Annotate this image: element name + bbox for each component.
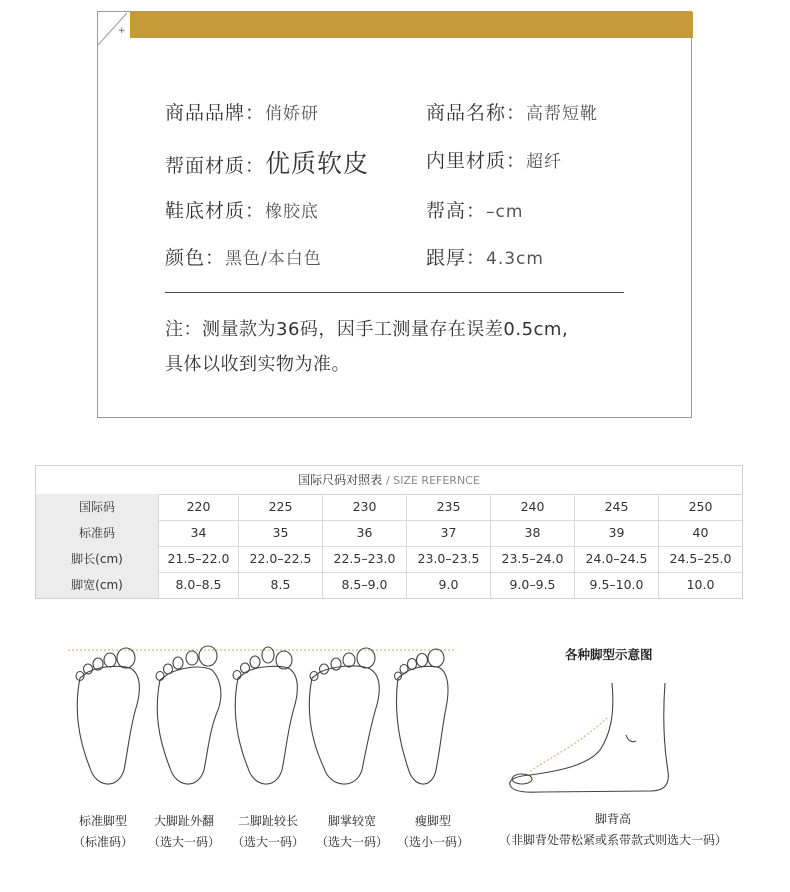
size-table-cell: 22.0–22.5: [238, 546, 322, 572]
shaft-height-value: –cm: [486, 202, 524, 222]
foot-slim-icon: [395, 649, 449, 784]
size-table-cell: 9.0–9.5: [490, 572, 574, 598]
size-table-cell: 10.0: [658, 572, 742, 598]
foot-advice: （选大一码）: [315, 835, 388, 849]
size-table-cell: 9.5–10.0: [574, 572, 658, 598]
card-divider: [165, 292, 624, 293]
sole-material-value: 橡胶底: [265, 202, 320, 222]
size-chart-table: [35, 465, 743, 599]
foot-advice: （选小一码）: [396, 835, 469, 849]
foot-wide-icon: [309, 648, 379, 784]
instep-advice: （非脚背处带松紧或系带款式则选大一码）: [498, 833, 727, 847]
size-table-cell: 35: [238, 520, 322, 546]
size-table-cell: 250: [658, 494, 742, 520]
foot-label-standard: [58, 812, 148, 850]
heel-thickness-label: 跟厚：: [426, 247, 487, 269]
upper-material-row: [165, 144, 369, 180]
high-instep-foot-icon: [500, 675, 680, 800]
size-table-cell: 8.0–8.5: [158, 572, 238, 598]
foot-label-wide: [307, 812, 397, 850]
size-table-row: [36, 572, 742, 598]
foot-long-second-toe-icon: [233, 647, 297, 784]
product-name-value: 高帮短靴: [526, 104, 599, 124]
size-table-row-header: 脚长(cm): [36, 546, 158, 572]
size-table-row-header: 国际码: [36, 494, 158, 520]
foot-name: 大脚趾外翻: [153, 814, 214, 828]
foot-label-slim: [388, 812, 478, 850]
shaft-height-row: [426, 196, 523, 223]
foot-name: 标准脚型: [78, 814, 127, 828]
size-chart-title-cn: 国际尺码对照表: [298, 473, 383, 487]
size-table-cell: 34: [158, 520, 238, 546]
brand-label: 商品品牌：: [165, 102, 266, 124]
size-table-cell: 230: [322, 494, 406, 520]
foot-advice: （选大一码）: [147, 835, 220, 849]
size-table-row: [36, 546, 742, 573]
foot-standard-icon: [76, 648, 139, 784]
heel-thickness-row: [426, 243, 544, 270]
product-name-row: [426, 98, 598, 125]
foot-name: 脚掌较宽: [327, 814, 376, 828]
foot-label-bunion: [139, 812, 229, 850]
size-table-cell: 235: [406, 494, 490, 520]
size-table-cell: 21.5–22.0: [158, 546, 238, 572]
size-chart-title-en: / SIZE REFERNCE: [386, 474, 480, 487]
foot-label-long-second-toe: [223, 812, 313, 850]
foot-bunion-icon: [156, 646, 221, 784]
color-row: [165, 243, 322, 270]
size-table-cell: 9.0: [406, 572, 490, 598]
foot-types-title: 各种脚型示意图: [565, 647, 653, 662]
instep-name: 脚背高: [594, 812, 631, 826]
size-table-row: [36, 520, 742, 547]
card-accent-band: [128, 12, 693, 38]
brand-row: [165, 98, 319, 125]
foot-name: 二脚趾较长: [237, 814, 298, 828]
upper-material-value: 优质软皮: [265, 149, 370, 178]
size-table-cell: 37: [406, 520, 490, 546]
upper-material-label: 帮面材质：: [165, 155, 266, 177]
size-table-cell: 23.5–24.0: [490, 546, 574, 572]
foot-advice: （标准码）: [72, 835, 133, 849]
size-table-cell: 220: [158, 494, 238, 520]
shaft-height-label: 帮高：: [426, 200, 487, 222]
size-table-row: [36, 494, 742, 521]
corner-plus-mark: +: [118, 26, 126, 36]
color-label: 颜色：: [165, 247, 226, 269]
lining-material-value: 超纤: [526, 152, 563, 172]
size-table-cell: 24.5–25.0: [658, 546, 742, 572]
sole-material-label: 鞋底材质：: [165, 200, 266, 222]
size-chart-title: [36, 466, 742, 495]
heel-thickness-value: 4.3cm: [486, 249, 544, 269]
size-table-cell: 245: [574, 494, 658, 520]
size-table-cell: 36: [322, 520, 406, 546]
size-table-cell: 225: [238, 494, 322, 520]
sole-material-row: [165, 196, 319, 223]
size-table-cell: 22.5–23.0: [322, 546, 406, 572]
size-table-cell: 240: [490, 494, 574, 520]
size-table-row-header: 标准码: [36, 520, 158, 546]
size-table-cell: 38: [490, 520, 574, 546]
foot-advice: （选大一码）: [231, 835, 304, 849]
color-value: 黑色/本白色: [225, 249, 322, 269]
lining-material-row: [426, 146, 562, 173]
foot-shapes-diagram: [60, 638, 460, 808]
size-table-cell: 23.0–23.5: [406, 546, 490, 572]
size-table-cell: 8.5: [238, 572, 322, 598]
product-name-label: 商品名称：: [426, 102, 527, 124]
brand-value: 俏娇研: [265, 104, 320, 124]
size-table-cell: 24.0–24.5: [574, 546, 658, 572]
size-table-cell: 8.5–9.0: [322, 572, 406, 598]
foot-name: 瘦脚型: [414, 814, 451, 828]
size-table-cell: 39: [574, 520, 658, 546]
size-table-cell: 40: [658, 520, 742, 546]
instep-label: [493, 810, 733, 848]
lining-material-label: 内里材质：: [426, 150, 527, 172]
size-table-row-header: 脚宽(cm): [36, 572, 158, 598]
measurement-note-line2: 具体以收到实物为准。: [165, 354, 350, 375]
measurement-note-line1: 注：测量款为36码，因手工测量存在误差0.5cm,: [165, 319, 569, 340]
